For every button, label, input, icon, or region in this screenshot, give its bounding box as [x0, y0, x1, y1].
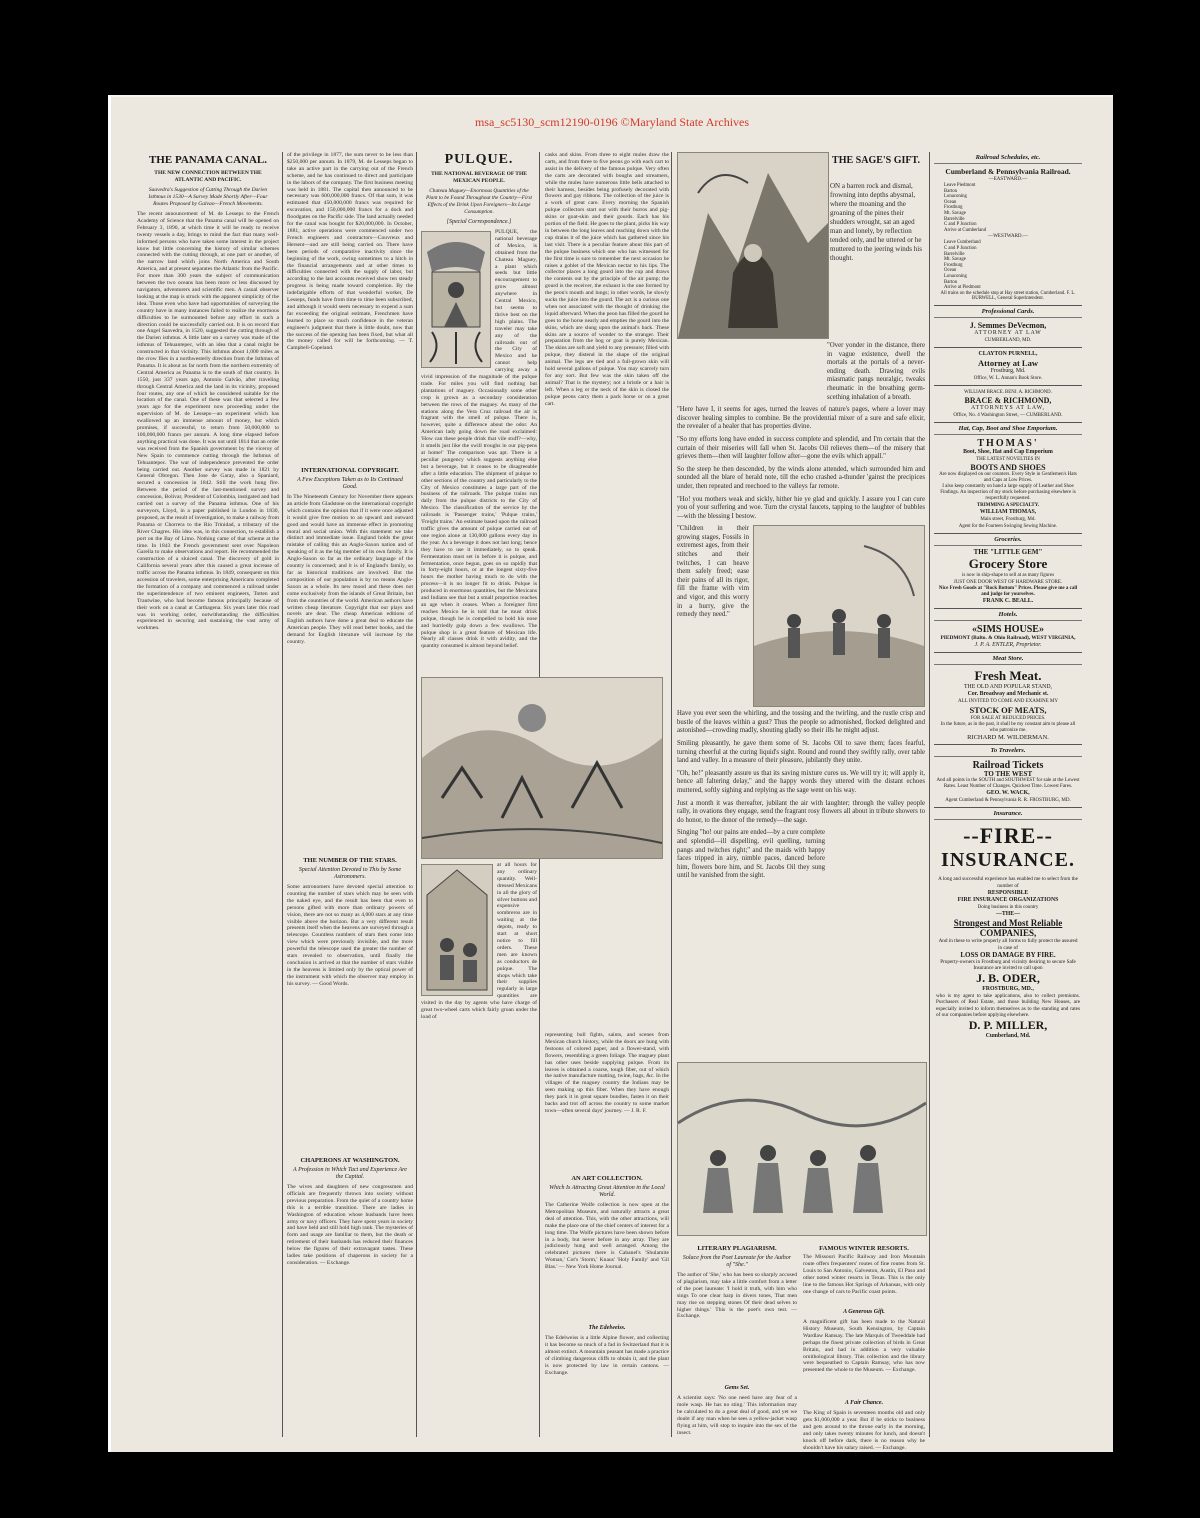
- thomas-addr: Main street, Frostburg, Md.: [980, 516, 1036, 522]
- gift-title: A Generous Gift.: [843, 1309, 885, 1315]
- column-rule: [929, 152, 930, 1437]
- ins-orgs: FIRE INSURANCE ORGANIZATIONS: [957, 896, 1059, 903]
- gem-store: Grocery Store: [968, 555, 1048, 571]
- ins-loss: LOSS OR DAMAGE BY FIRE.: [960, 950, 1056, 959]
- resorts-title: FAMOUS WINTER RESORTS.: [819, 1245, 909, 1252]
- railroad-schedule-ad: [934, 164, 1082, 306]
- brace-office: Office, No. 4 Washington Street, — CUMBERLAND.: [953, 412, 1063, 418]
- thomas-lines: Are now displayed on our counters. Every Style in Gentlemen's Hats and Caps at Low Prices.: [939, 471, 1077, 483]
- panama-body: The recent announcement of M. de Lesseps to the French Academy of Science that the Panama canal will be opened on February 3, 1890, at which time it will be ready to receive twenty vessels a day, brings to mind the fact that many well-informed persons who have taken some interest in the project know but little concerning the history of similar schemes connected with the cutting through, at one part or another, of the narrow land which joins North America and South America, and at present separates the Atlantic from the Pacific. For more than 300 years the subject of communication between the two oceans has been more or less discussed by navigators, adventurers and scientific men. A casual observer looking at the map is struck with the apparent simplicity of the idea. Those even who have had opportunities of surveying the country have in many instances failed to realize the enormous difficulties to be surmounted before any effort in such a direction could be successfully carried out. It is on record that one Angel Saavedra, in 1520, suggested the cutting through of the Darien isthmus. A little later on a survey was made of the isthmus of Tehuantepec, with an idea that a canal might be constructed in that vicinity. This isthmus about 1,000 miles as the crow flies in a northwesterly direction from the Isthmus of Panama. It is about as far north from the northern extremity of Central America as Panama is to the south of that country. In 1550, just 337 years ago, Antonio Galvão, after traveling through Central America and the land in its vicinity, proposed four routes, any one of which he considered suitable for the location of the canal. One of these was that selected a few years ago for the experiment now proceeding under the supervision of M. de Lesseps—an experiment which has swallowed up an immense amount of money, but which promises, if successful, to return from 50,000,000 to 100,000,000 francs per annum. A long time elapsed before anything practical was done. It was not until 1814 that an order was received from the Spanish government by the viceroy of New Spain to commence cutting through the Isthmus of Tehuantepec. The war of independence prevented the order being carried out. Another survey was made in 1821 by General Obregon. Then Jose de Garay, also a Spaniard, secured a concession in 1842. Still the work hung fire. Between the period of the last-mentioned survey and concession, Bolivar, President of Colombia, instigated and had carried out a survey of the Panama isthmus. One of his surveyors, Lloyd, in a paper published in London in 1830, proposed, as the result of investigation, to make a railway from Panama or Chorrera to the Rio Trinidad, a tributary of the River Chagres. His idea was, in this connection, to establish a port on the Bay of Limo. Nothing came of that scheme at the time. In 1843 the French government sent over Napoleon Garella to make observations and report. He recommended the construction of a sluiced canal. The discovery of gold in California several years after this caused a great increase of traffic across the Panama isthmus. In 1849, consequent on this accession of travelers, some enterprising Americans completed the formation of a company and commenced a railroad under the superintendence of two eminent engineers, Totten and Trautwine, who had become famous principally because of their work on a canal at Carthagena. Six years later this road was in working order, notwithstanding the difficulties experienced in securing and sustaining the vast army of workmen.: [137, 211, 279, 632]
- tickets-body: And all points in the SOUTH and SOUTHWEST for sale at the Lowest Rates. Least Number of Changes. Quickest Time. Lowest Fares.: [936, 777, 1080, 789]
- column-pulque: [421, 152, 537, 1072]
- plagiarism-deck: Solace from the Poet Laureate for the Author of "She.": [682, 1255, 792, 1268]
- station-row: Lonaconing: [944, 194, 967, 200]
- pulque-cont-body: casks and skins. From three to eight mules draw the carts, and from three to five peons go with each cart to assist in the delivery of the famous pulque. Very often the carts are decorated with boughs and streamers, while the mules have numerous little bells attached to their harness, besides being profusely decorated with flowers and gay ribbons. The collection of the juice is a work of great care. Every morning the Spanish pulque collectors start out with their burros and pig-skins or goat-skin and their gourds. Each has his portion of the field. He goes to the plant, picks his way in between the long leaves and reaching down with the cup drains it of the juice which has gathered since his last visit. There is a peculiar feature about this part of the pulque business which one who has witnessed for the first time is sure to remember the next occasion he raises a goblet of the Mexican nectar to his lips. The collector places a long gourd into the cup and draws the contents out by the principle of the air pump; the gourd is the receiver, the exhaust is the one formed by the peon's mouth and lungs; in other words, he slowly sucks the juice into the gourd. The act is a curious one when not associated with the thought of drinking the liquid afterward. When the peon has filled the gourd he goes to the horse nearly and empties the gourd into the skins, which are slung upon the animal's back. These skins are a source of wonder to the stranger. Their preparation from the hog or goat is purely Mexican. The skins are soft and yield to any pressure; filled with pulque, they distend in the shape of the original animal. The legs are tied and a full-grown skin will hold several gallons of pulque. You may scarcely turn for any sort. But few was the skin taken off the animal? That is the mystery; not a bristle or a hair is left. When a leg or the neck of the skin is closed the pulque peons carry them a pack horse or on a great cart.: [545, 152, 669, 407]
- prof-header: Professional Cards.: [934, 306, 1082, 318]
- purnell-office: Office, W. L. Annan's Book Store.: [973, 375, 1043, 381]
- devecmon-title: ATTORNEY AT LAW: [974, 329, 1042, 336]
- groc-header: Groceries.: [934, 534, 1082, 546]
- purnell-place: Frostburg, Md.: [990, 367, 1026, 374]
- sage-title: THE SAGE'S GIFT.: [832, 155, 920, 166]
- chaperons-title: CHAPERONS AT WASHINGTON.: [300, 1157, 400, 1164]
- pulque-correspondence: [Special Correspondence.]: [446, 219, 512, 225]
- edelweiss-title: The Edelweiss.: [588, 1325, 626, 1331]
- ins-body: A long and successful experience has enabled me to select from the number of: [938, 875, 1078, 889]
- travel-header: To Travelers.: [934, 745, 1082, 757]
- fire-insurance-ad: [934, 820, 1082, 1043]
- station-row: C and P Junction: [944, 222, 977, 228]
- meat-note: In the future, as in the past, it shall be my constant aim to please all who patronize me.: [940, 721, 1076, 733]
- sims-house-ad: [934, 621, 1082, 653]
- devecmon-name: J. Semmes DeVecmon,: [969, 320, 1047, 330]
- gem-line2: JUST ONE DOOR WEST OF HARDWARE STORE.: [953, 579, 1063, 585]
- station-row: Ocean: [944, 199, 957, 205]
- gem-line3: Nice Fresh Goods at "Rock Bottom" Prices. Please give me a call and judge for yourselves.: [938, 585, 1078, 597]
- pulque-title: PULQUE.: [444, 152, 514, 167]
- gems-title: Gems Set.: [724, 1385, 750, 1391]
- resorts-article: [803, 1242, 925, 1460]
- pulque-subtitle: THE NATIONAL BEVERAGE OF THE MEXICAN PEOPLE.: [431, 171, 527, 184]
- station-row: Lonaconing: [944, 273, 967, 279]
- thomas-repair: TRIMMING A SPECIALTY.: [976, 502, 1040, 508]
- meat-title: Fresh Meat.: [974, 667, 1042, 683]
- column-rule: [282, 152, 283, 1437]
- pulque-peons-illustration: [421, 864, 493, 996]
- station-row: Leave Piedmont: [944, 183, 976, 188]
- gem-line: is now in ship-shape to sell at as many figures: [961, 572, 1055, 578]
- station-row: Ocean: [944, 268, 957, 274]
- sage-mountain-illustration: [677, 152, 829, 339]
- insurance-heading: INSURANCE.: [941, 848, 1075, 871]
- copyright-title: INTERNATIONAL COPYRIGHT.: [301, 467, 399, 474]
- panama-subtitle: THE NEW CONNECTION BETWEEN THE ATLANTIC AND PACIFIC.: [154, 170, 262, 183]
- ins-body2: And in these to write properly all forms to fully protect the assured in case of: [938, 937, 1078, 951]
- plagiarism-title: LITERARY PLAGIARISM.: [697, 1245, 777, 1252]
- sage-villagers-illustration: [753, 525, 925, 707]
- oder-body: who is my agent to take applications, also to collect premiums. Purchasers of Real Estate, and those building New Houses, are especially invited to inform themselves as to the standing and rates of our companies before applying elsewhere.: [936, 993, 1080, 1018]
- westward-stations: [936, 240, 1080, 290]
- miller-place: Cumberland, Md.: [985, 1033, 1031, 1040]
- gem-name: FRANK C. BEALL.: [982, 597, 1034, 604]
- ins-the: —THE—: [996, 910, 1020, 917]
- station-row: Arrive at Piedmont: [944, 285, 981, 291]
- sage-stanza: "Oh, he!" pleasantly assure us that its saving mixture cures us. We will try it; will apply it, hence all faltering delay," and the happy words they uttered with the distant echoes muttered, softly sighing and replying as the sage went on his way.: [677, 769, 925, 795]
- ins-resp: RESPONSIBLE: [987, 889, 1029, 896]
- station-row: Frostburg: [944, 262, 963, 268]
- pulque-body: PULQUE, the national beverage of Mexico, is obtained from the Chateau Maguey, a plant which seeds but little encouragement to grow almost anywhere in Central Mexico, but seems to thrive best on the high plains. The traveler may take any of the railroads out of the City of Mexico and he cannot help carrying away a vivid impression of the magnitude of the pulque trade. For miles you will find nothing but plantations of maguey. Occasionally some other crop is grown as a secondary consideration between the rows of the maguey. As many of the stations along the Vera Cruz railroad the air is fragrant with the smell of pulque. There is, however, quite a difference about the odor. An American lady going down the road exclaimed: 'How can these people drink that vile stuff?—why, it smells just like the swill troughs in our pig-pens at home!' The comparison was apt. There is a peculiar pungency which suggests anything else but a beverage, but it ceases to be disagreeable after a little education. The shipment of pulque to other sections of the country and particularly to the City of Mexico constitutes a large part of the business of the railroads. The pulque trains run daily from the pulque districts to the City of Mexico. The classification of the service by the railroads is 'Passenger trains,' 'Pulque trains,' 'Freight trains.' An estimate based upon the railroad traffic gives the amount of pulque carried out of one region alone at 130,000 gallons every day in the year. As a beverage it does not last long; hence they have to use it immediately, so to speak. Fermentation must set in before it is pulque, and fermentation, once begun, goes on so rapidly that in forty-eight hours, or at the longest sixty-five hours the mother having much to do with the process—it is no longer fit to drink. Pulque is produced in enormous quantities, but the Mexicans and Indians see that but a small proportion reaches an age when it ceases. When a foreigner first reaches Mexico he is told that he must drink pulque, though he is compelled to hold his nose and hurriedly gulp down a few swallows. The pulque shop is a great feature of Mexican life. Nearly all classes drink it with avidity, and the quantity consumed is almost beyond belief.: [421, 229, 537, 650]
- ins-header: Insurance.: [934, 808, 1082, 820]
- chaperons-body: The wives and daughters of new congressmen and officials are frequently thrown into society without previous preparation. From the quiet of a country home this is a terrible transition. There are ladies in Washington of education whose husbands have been army or navy officers. They have spent years in society and have held and still hold high rank. The mysteries of form and usage are familiar to them, but the death or retirement of their husbands has reduced their finances below the figures of their extravagant tastes. These ladies take positions of chaperons in society for a consideration. — Exchange.: [287, 1184, 413, 1266]
- panama-deck: Saavedra's Suggestion of Cutting Through the Darien Isthmus in 1530—A Survey Made Shortly After—Four Routes Proposed by Galvao—French Movements.: [148, 187, 268, 207]
- meat-corner: Cor. Broadway and Mechanic st.: [967, 690, 1049, 697]
- station-row: Barton: [944, 279, 958, 285]
- station-row: Mt. Savage: [944, 257, 966, 263]
- sage-dancing-maids-illustration: [677, 1062, 927, 1236]
- chaperons-deck: A Profession in Which Tact and Experience Are the Capital.: [293, 1167, 407, 1180]
- station-row: C and P Junction: [944, 245, 977, 251]
- sage-intro: ON a barren rock and dismal, frowning into depths abysmal, where the moaning and the groaning of the pines their shudders wrought, sat an aged man and lonely, by reflection tended only, and he uttered or he muttered to the jeering winds his thought.: [830, 182, 922, 262]
- eastward-stations: [936, 183, 1080, 233]
- stars-title: THE NUMBER OF THE STARS.: [303, 857, 397, 864]
- tickets-west: TO THE WEST: [983, 769, 1033, 778]
- ins-strong: Strongest and Most Reliable: [953, 917, 1063, 928]
- column-panama: [137, 152, 279, 1426]
- sage-stanza: "Over yonder in the distance, there in vague existence, dwell the mortals at the portals of a never-ending death. Drawing evils miasmatic pangs neuralgic, tweaks rheumatic in the breathing germ-scething inhalation of a breath.: [827, 342, 925, 401]
- meat-line: THE OLD AND POPULAR STAND,: [964, 683, 1052, 690]
- devecmon-card: [934, 318, 1082, 348]
- ins-doing: Doing business in this country: [977, 904, 1039, 910]
- pulque-deck: Chateau Maguey—Enormous Quantities of the Plant to be Found Throughout the Country—First Effects of the Drink Upon Foreigners—Its Large Consumption.: [425, 188, 533, 215]
- tickets-agent: GEO. W. WACK,: [986, 789, 1030, 796]
- sage-stanza: Just a month it was thereafter, jubilant the air with laughter; through the valley people rally, in ovations they engage, send the fragrant rosy flowers all about in tribute showers to do honor, to the donor of the remedy—the sage.: [677, 799, 925, 824]
- thomas-boots: BOOTS AND SHOES: [970, 462, 1046, 472]
- meat-stock: STOCK OF MEATS,: [969, 704, 1047, 715]
- miller-name: D. P. MILLER,: [968, 1018, 1048, 1033]
- sage-stanza: "Children in their growing stages, Fossils in extremest ages, from their stitches and their twitches, I can heave them safely freed; ease their pains of all its rigor, fill the frame with vim and vigor, and this worry in a hurry, give the remedy they need.": [677, 525, 749, 619]
- sage-stanza: "So my efforts long have ended in success complete and splendid, and I'm certain that the curtain of their miseries will fall when St. Jacobs Oil relieves them—of the misery that grieves them—then will laughter follow after—gone the evils which appall.": [677, 435, 925, 461]
- thomas-novelties: THE LATEST NOVELTIES IN: [976, 456, 1040, 462]
- pulque-body2: at all hours for any ordinary quantity. Well-dressed Mexicans in all the glory of silver buttons and expensive sombreros are in waiting at the depots, ready to start at short notice to fill orders. These men are known as conductors de pulque. The shops which take their supplies regularly in large quantities are visited in the day by agents who have charge of great two-wheel carts which fairly groan under the load of: [421, 862, 537, 1020]
- column-panama-cont: [287, 152, 413, 1404]
- purnell-title: Attorney at Law: [978, 357, 1038, 368]
- fresh-meat-ad: [934, 665, 1082, 745]
- thomas-supply: I also keep constantly on hand a large supply of Leather and Shoe Findings. An inspection of my stock before purchasing elsewhere is respectfully requested.: [940, 483, 1076, 501]
- thomas-agent: Agent for the Fourteen Swinging Sewing Machine.: [958, 523, 1058, 529]
- oder-place: FROSTBURG, MD.,: [982, 986, 1034, 993]
- resorts-body: The Missouri Pacific Railway and Iron Mountain route offers frequenters' routes of fine routes from St. Louis to San Antonio, Galveston, Austin, El Paso and other noted winter resorts in Texas. This is the only line to the famous Hot Springs of Arkansas, with only one change of cars to Pacific coast points.: [803, 1254, 925, 1295]
- gem-title: THE "LITTLE GEM": [973, 547, 1043, 556]
- gems-body: A scientist says: 'No one need have any fear of a mole wasp. He has no sting.' This information may be calculated to do a great deal of good, and yet we doubt if any man when he sees a yellow-jacket wasp flying at him, will stop to inquire into the sex of the insect.: [677, 1395, 797, 1436]
- purnell-card: [934, 348, 1082, 386]
- chance-body: The King of Spain is seventeen months old and only gets $1,000,000 a year. But if he sticks to business and gets around to the throne early in the morning, and only takes twenty minutes for lunch, and doesn't knock off before dark, there is no reason why he shouldn't have his salary raised. — Exchange.: [803, 1410, 925, 1451]
- panama-cont-body: of the privilege in 1877, the sum never to be less than $250,000 per annum. In 1879, M. de Lesseps began to take an active part in the carrying out of the French scheme, and he has continued to direct and participate in the labors of the company. The first business meeting was held in 1881. The capital then announced to be necessary was 600,000,000 francs. Of that sum, it was estimated that 450,000,000 francs was required for excavation, and 150,000,000 francs for a dock and floodgates on the Pacific side. The land actually needed for the canal was bought for $20,000,000. In October, 1881, active operations were commenced under two French engineers and contractors—Couvreux and Hersent—and are still being carried on. There have been periods of comparative inactivity since the beginning of the work, owing sometimes to a hitch in the financial arrangements and at other times to difficulties connected with the supply of labor, but according to the last accounts received show ten steady progress is being made toward completion. By the indefatigable efforts of that wonderful worker, De Lesseps, funds have from time to time been subscribed, and although it would seem necessary to expend a sum far exceeding the original estimate, Frenchmen have learned to place so much confidence in the veteran engineer's judgment that there is little doubt, now that the success of the opening has been fixed, but what all the money called for will be forthcoming. — T. Campbell-Copeland.: [287, 152, 413, 352]
- plagiarism-body: The author of 'She,' who has been so sharply accused of plagiarism, may take a little comfort from a letter of the poet laureate: 'I hold it truth, with him who sings To one clear harp in divers tones, That men may rise on stepping stones Of their dead selves to higher things.' This is the poet's own test. — Exchange.: [677, 1272, 797, 1320]
- devecmon-place: CUMBERLAND, MD.: [984, 337, 1032, 343]
- ins-body3: Property-owners in Frostburg and vicinity desiring to secure Safe Insurance are invited to call upon: [940, 958, 1076, 972]
- sims-prop: J. P. A. ENTLER, Proprietor.: [974, 641, 1042, 648]
- sims-title: «SIMS HOUSE»: [972, 623, 1044, 635]
- station-row: Barton: [944, 188, 958, 194]
- rail-title: Cumberland & Pennsylvania Railroad.: [945, 167, 1071, 176]
- thomas-name: WILLIAM THOMAS,: [979, 508, 1037, 515]
- brace-firm: BRACE & RICHMOND,: [964, 395, 1052, 405]
- westward-label: —WESTWARD.—: [988, 234, 1028, 240]
- hat-header: Hat, Cap, Boot and Shoe Emporium.: [934, 423, 1082, 435]
- copyright-body: In The Nineteenth Century for November there appears an article from Gladstone on the international copyright which contains the opinion that if it were once adjusted it would give free motion to an upward and outward good and would have an immense effect in promoting moral and social union. With this statement we take distinct and immediate issue. England holds the great mistake of calling this an Anglo-Saxon nation and of speaking of it as the big member of its own family. It is Anglo-Saxon so far as the ordinary language of the country is concerned; and it is of England's family, so far as historical traditions are involved. But the composition of our population is by no means Anglo-Saxon as a whole. Its new mood and these does not come exclusively from the islands of Great Britain, but from the countries of the world. American authors have written cheap literature. Copyright that our plays and novels are dear. The cheap American editions of English authors have done a great deal to educate the American people. They will read better books, and the demand for English literature will increase by the country.: [287, 494, 413, 646]
- art-collection-body: The Catherine Wolfe collection is now open at the Metropolitan Museum, and naturally attracts a great deal of attention. This, with the other attractions, will make the place one of the chief centers of interest for a long time. The Wolfe pictures have been shown before in a body, but never before in any array. They are judiciously hung and well arranged. Among the celebrated pictures there is Cabanel's 'Shulamite Woman,' Cot's 'Storm,' Knaus' 'Holy Family' and 'Gil Blas.' — New York Home Journal.: [545, 1202, 669, 1271]
- sage-stanzas: [677, 342, 925, 885]
- station-row: Mt. Savage: [944, 210, 966, 216]
- stars-body: Some astronomers have devoted special attention to counting the number of stars which may be seen with the naked eye, and the result has been that even to persons gifted with more than ordinary powers of vision, there are not so many as 4,000 stars at any time visible above the horizon. But a very different result presents itself when the heavens are surveyed through a telescope. Countless numbers of stars then come into view which were previously invisible, and the more powerful the telescope used the greater the number of stars revealed to observation, until finally the conclusion is arrived at that the number of stars visible in the heavens is limited only by the optical power of the instrument with which the observer may employ in his survey. — Good Words.: [287, 884, 413, 987]
- art-collection-title: AN ART COLLECTION.: [571, 1175, 643, 1182]
- stars-deck: Special Attention Devoted to This by Some Astronomers.: [298, 867, 402, 880]
- meat-invite: ALL INVITED TO COME AND EXAMINE MY: [958, 698, 1058, 704]
- station-row: Leave Cumberland: [944, 240, 981, 246]
- ins-companies: COMPANIES,: [979, 927, 1037, 938]
- chance-title: A Fair Chance.: [844, 1400, 884, 1406]
- meat-name: RICHARD M. WILDERMAN.: [967, 733, 1049, 741]
- thomas-sub: Boot, Shoe, Hat and Cap Emporium: [963, 448, 1053, 455]
- sage-stanza: Have you ever seen the whirling, and the tossing and the twirling, and the rustle crisp and bustle of the leaves within a gust? Thus the people so admonished, flocked delighted and astonished—crowding madly, shouting gladly so their ills he might adjust.: [677, 710, 925, 735]
- plagiarism-article: [677, 1242, 797, 1445]
- column-rule: [671, 152, 672, 1437]
- thomas-title: THOMAS': [977, 437, 1039, 449]
- gift-body: A magnificent gift has been made to the Natural History Museum, South Kensington, by Captain Wardlaw Ramsay. The late Marquis of Tweeddale had perhaps the finest private collection of birds in Great Britain, and had in addition a very valuable ornithological library. This collection and the library were bequeathed to Captain Ramsay, who has now presented the whole to the Museum. — Exchange.: [803, 1319, 925, 1374]
- meat-header: Meat Store.: [934, 653, 1082, 665]
- sage-stanza: "Here have I, it seems for ages, turned the leaves of nature's pages, where a lover may discover healing simples to combine. Be the providential mixer of a sure and safe elixir, the revealer of a healer that has properties divine.: [677, 406, 925, 431]
- edelweiss-body: The Edelweiss is a little Alpine flower, and collecting it has become so much of a fad in Switzerland that it is almost extinct. A mountain peasant has made a practice of climbing dangerous cliffs to obtain it, and the plant is now protected by law in certain cantons. — Exchange.: [545, 1335, 669, 1376]
- hotel-header: Hotels.: [934, 609, 1082, 621]
- maguey-woman-illustration: [421, 231, 491, 368]
- eastward-label: —EASTWARD.—: [988, 177, 1028, 182]
- gem-grocery-ad: [934, 546, 1082, 609]
- tickets-agent2: Agent Cumberland & Pennsylvania R. R. FROSTBURG, MD.: [945, 797, 1071, 803]
- sims-place: PIEDMONT (Balto. & Ohio Railroad), WEST VIRGINIA,: [940, 634, 1076, 641]
- station-row: Barrelville: [944, 216, 965, 222]
- brace-title: ATTORNEYS AT LAW,: [971, 404, 1045, 411]
- column-pulque-cont: [545, 152, 669, 1435]
- sage-stanza: "Ho! you mothers weak and sickly, hither hie ye glad and quickly. I assure you I can cure you of your suffering and woe. Turn the crystal faucets, tapping to the laughter of bubbles—with the blessing I bestow.: [677, 495, 925, 520]
- sage-stanza: So the steep he then descended, by the winds alone attended, which surrounded him and sounded all the blare of herald note, till the echo crashed a-thunder 'gainst the precipices under, then repeated and reechoed to the valleys far remote.: [677, 465, 925, 490]
- newspaper-page: [108, 95, 1113, 1452]
- station-row: Arrive at Cumberland: [944, 227, 987, 233]
- station-row: Barrelville: [944, 251, 965, 257]
- fire-heading: --FIRE--: [963, 822, 1053, 848]
- station-row: Frostburg: [944, 205, 963, 211]
- thomas-ad: [934, 435, 1082, 534]
- archive-watermark: msa_sc5130_scm12190-0196 ©Maryland State Archives: [474, 115, 750, 129]
- art-collection-deck: Which Is Attracting Great Attention in the Local World.: [549, 1185, 665, 1198]
- brace-card: [934, 386, 1082, 423]
- tickets-title: Railroad Tickets: [972, 759, 1044, 771]
- meat-sale: FOR SALE AT REDUCED PRICES.: [970, 715, 1046, 721]
- pulque-cont-body2: representing bull fights, saints, and scenes from Mexican church history, while the doors are hung with festoons of colored paper, and a flower-stand, with flowers, resembling a green foliage. The maguey plant has other uses beside supplying pulque. From its leaves is obtained a coarse, tough fiber, out of which the native manufacture matting, twine, bags, &c. In the villages of the maguey country the Indians may be seen making up this fiber. When they have enough they pack it in great square bundles, fasten it on their backs and trot off across the country to some market town—often several days' journey. — J. R. F.: [545, 1032, 669, 1114]
- rail-header: Railroad Schedules, etc.: [934, 152, 1082, 164]
- rail-note: All trains on the schedule stop at Hay street station, Cumberland. F. L. BURWELL, General Superintendent.: [940, 290, 1076, 302]
- oder-name: J. B. ODER,: [976, 971, 1040, 986]
- brace-names: WILLIAM BRACE. BENJ. A. RICHMOND.: [964, 389, 1052, 395]
- column-ads: [934, 152, 1082, 1043]
- railroad-tickets-ad: [934, 757, 1082, 808]
- panama-title: THE PANAMA CANAL.: [148, 154, 268, 166]
- column-rule: [416, 152, 417, 1437]
- purnell-name: CLAYTON PURNELL,: [978, 350, 1038, 357]
- sage-stanza: Smiling pleasantly, he gave them some of St. Jacobs Oil to save them; faces fearful, turning cheerful at the curing liquid's sight. Round and round they swiftly rally, over table land and valley. In a measure of their pleasure, jubilantly they unite.: [677, 740, 925, 765]
- copyright-deck: A Few Exceptions Taken as to Its Continued Good.: [297, 477, 403, 490]
- sage-stanza: Singing "ho! our pains are ended—by a cure complete and splendid—ill dispelling, evil quelling, turning pangs and twitches right;" and the maids with happy faces tripped in airy, nimble paces, danced before him, flowers bore him, and St. Jacobs Oil they sung until he vanished from the sight.: [677, 829, 825, 880]
